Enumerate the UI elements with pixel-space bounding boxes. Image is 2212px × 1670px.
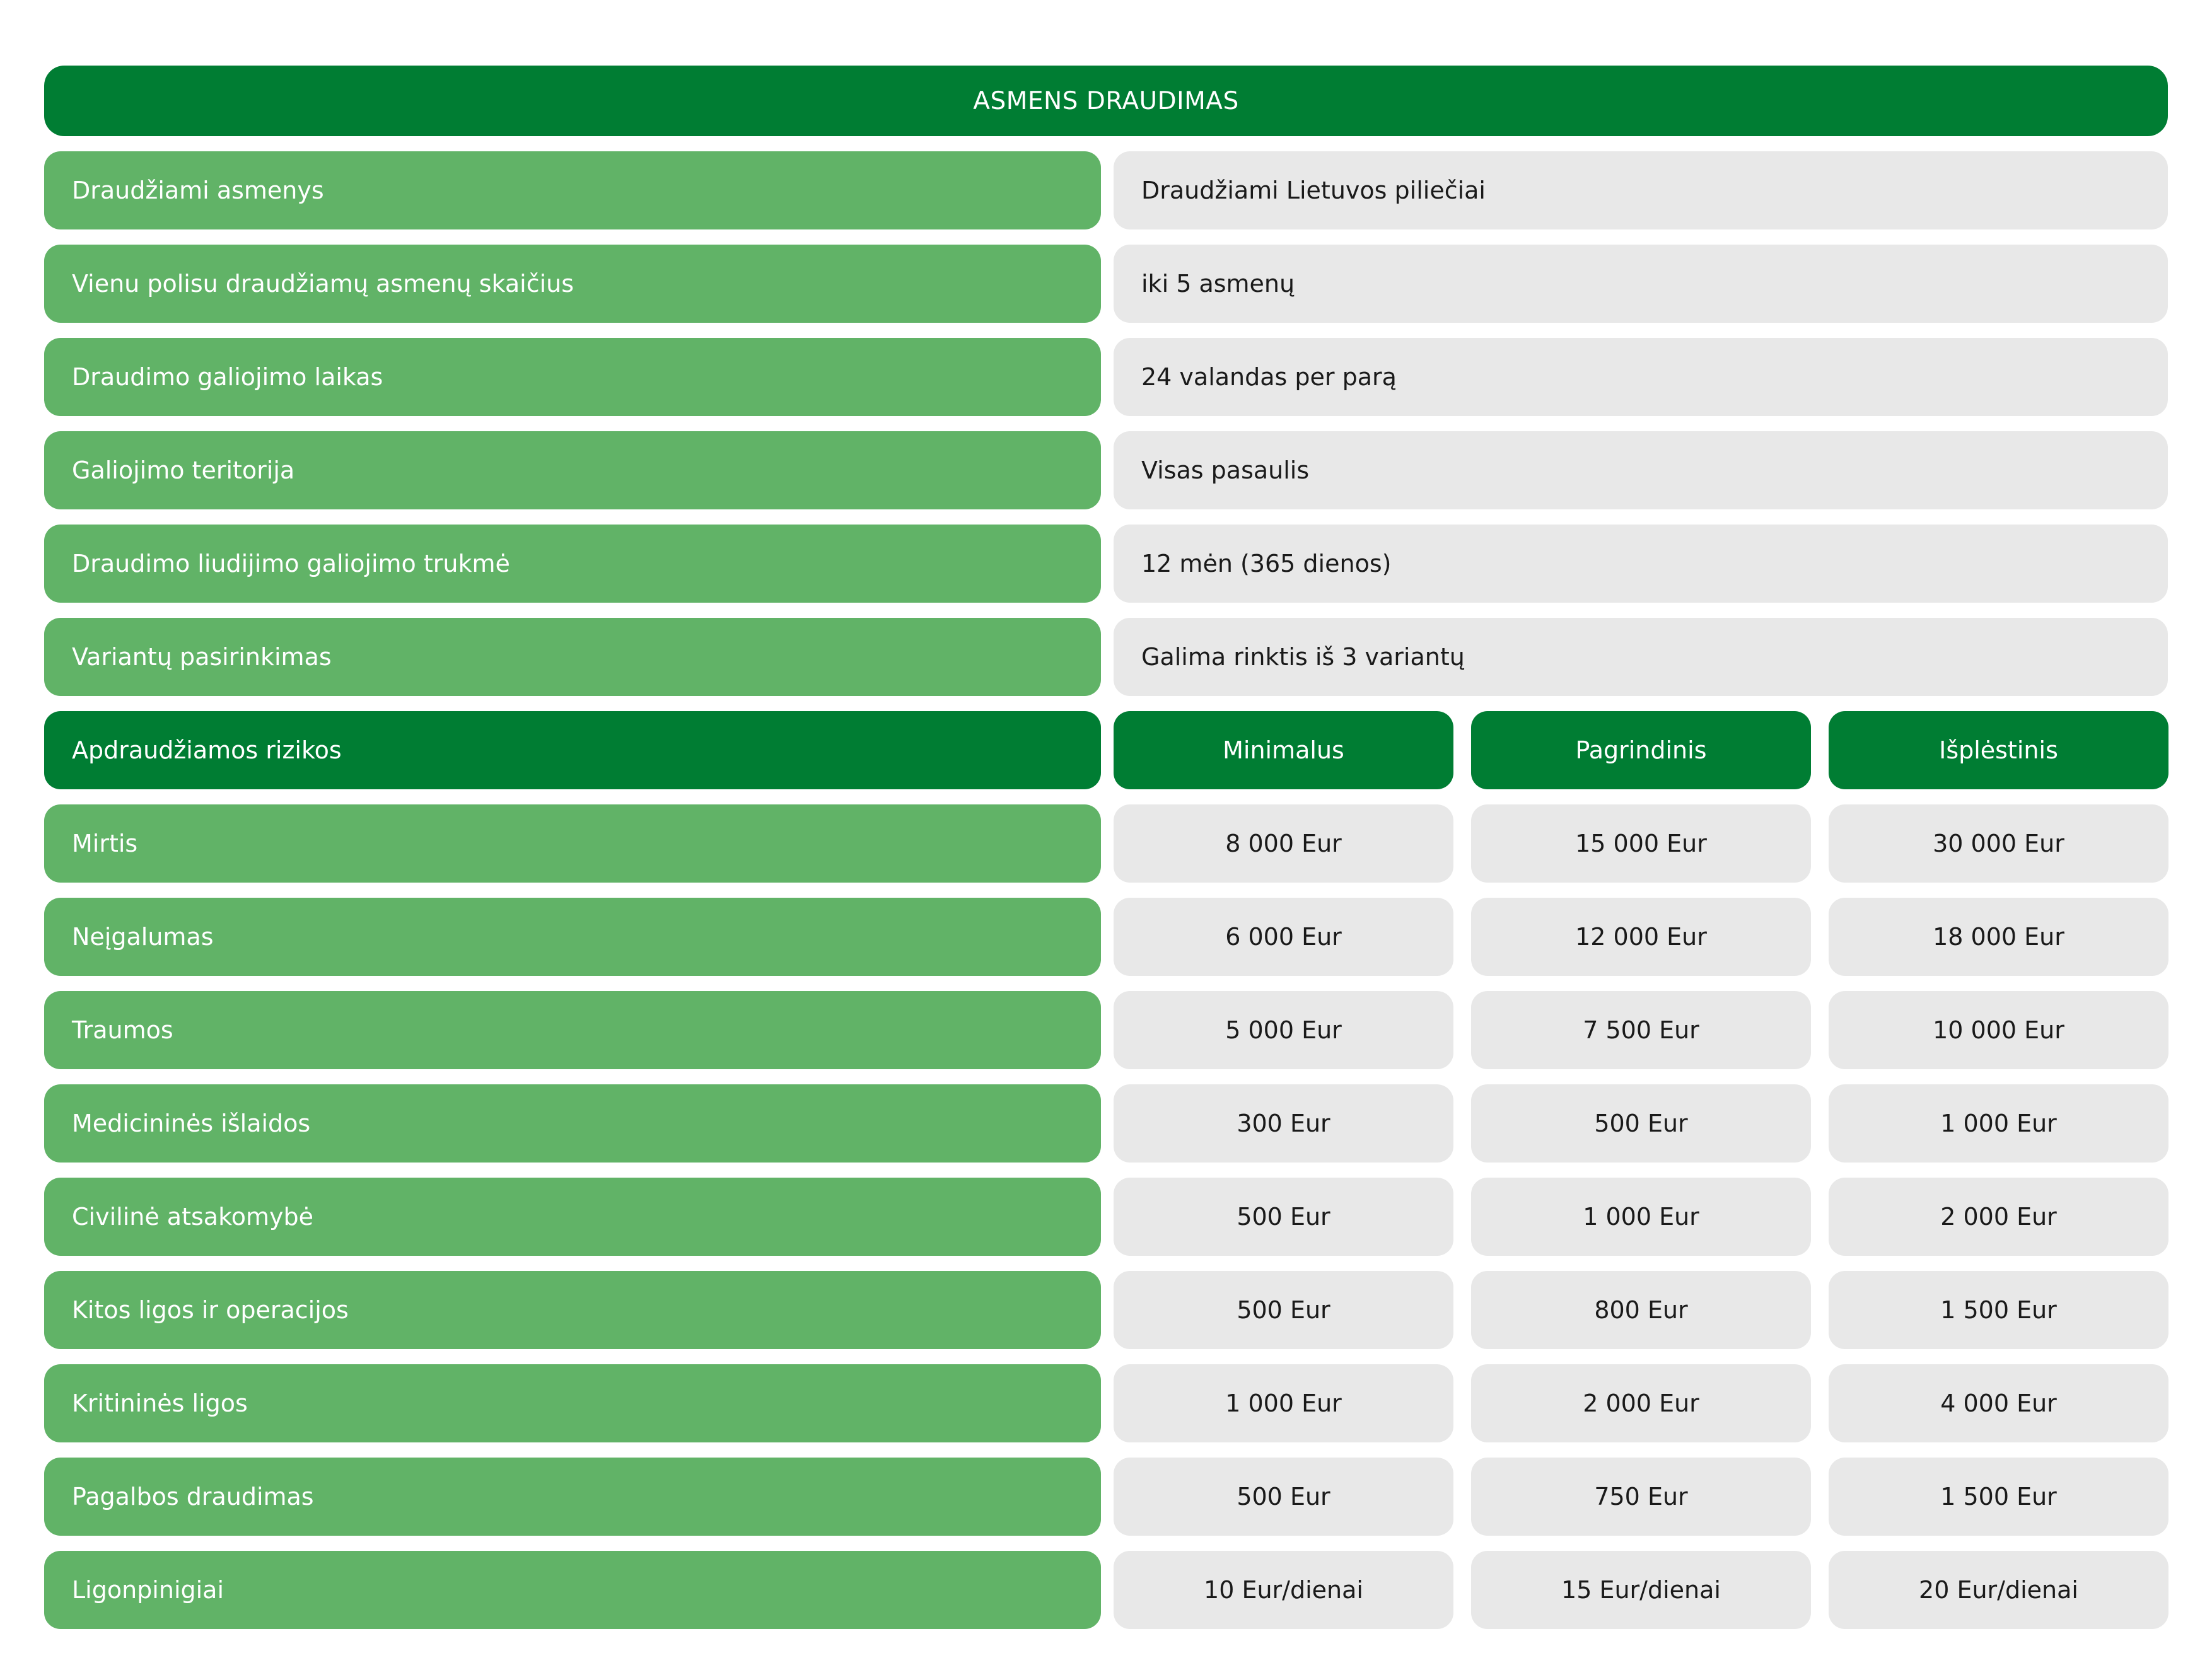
info-label: Vienu polisu draudžiamų asmenų skaičius bbox=[44, 245, 1101, 323]
info-row bbox=[44, 431, 2168, 509]
risk-row bbox=[44, 1551, 2168, 1629]
info-row bbox=[44, 245, 2168, 323]
risk-values bbox=[1114, 1271, 2168, 1349]
risk-value-cell: 2 000 Eur bbox=[1829, 1178, 2168, 1256]
risk-value-cell: 4 000 Eur bbox=[1829, 1364, 2168, 1442]
info-label: Variantų pasirinkimas bbox=[44, 618, 1101, 696]
risk-header-row bbox=[44, 711, 2168, 789]
risk-value-cell: 5 000 Eur bbox=[1114, 991, 1453, 1069]
risk-row bbox=[44, 804, 2168, 883]
risk-value-cell: 30 000 Eur bbox=[1829, 804, 2168, 883]
info-label: Draudimo galiojimo laikas bbox=[44, 338, 1101, 416]
risk-values bbox=[1114, 804, 2168, 883]
info-row bbox=[44, 151, 2168, 229]
risk-value-cell: 500 Eur bbox=[1114, 1178, 1453, 1256]
risk-value-cell: 20 Eur/dienai bbox=[1829, 1551, 2168, 1629]
risk-values bbox=[1114, 991, 2168, 1069]
info-label: Draudžiami asmenys bbox=[44, 151, 1101, 229]
risk-value-cell: 800 Eur bbox=[1471, 1271, 1811, 1349]
info-row bbox=[44, 618, 2168, 696]
risk-label: Neįgalumas bbox=[44, 898, 1101, 976]
risk-label: Pagalbos draudimas bbox=[44, 1458, 1101, 1536]
risk-value-cell: 1 500 Eur bbox=[1829, 1271, 2168, 1349]
risk-row bbox=[44, 1178, 2168, 1256]
risk-value-cell: 500 Eur bbox=[1471, 1084, 1811, 1163]
risk-label: Civilinė atsakomybė bbox=[44, 1178, 1101, 1256]
risk-label: Mirtis bbox=[44, 804, 1101, 883]
risk-row bbox=[44, 1084, 2168, 1163]
risk-label: Traumos bbox=[44, 991, 1101, 1069]
risk-value-cell: 18 000 Eur bbox=[1829, 898, 2168, 976]
risk-value-cell: 6 000 Eur bbox=[1114, 898, 1453, 976]
risk-row bbox=[44, 1271, 2168, 1349]
column-header-minimalus: Minimalus bbox=[1114, 711, 1453, 789]
column-header-pagrindinis: Pagrindinis bbox=[1471, 711, 1811, 789]
risk-value-cell: 1 500 Eur bbox=[1829, 1458, 2168, 1536]
insurance-table bbox=[44, 66, 2168, 1629]
risk-values bbox=[1114, 1364, 2168, 1442]
risk-row bbox=[44, 991, 2168, 1069]
risk-value-cell: 500 Eur bbox=[1114, 1458, 1453, 1536]
risk-value-cell: 15 000 Eur bbox=[1471, 804, 1811, 883]
risk-row bbox=[44, 1364, 2168, 1442]
risk-value-cell: 1 000 Eur bbox=[1829, 1084, 2168, 1163]
risk-values bbox=[1114, 1458, 2168, 1536]
risk-values bbox=[1114, 1084, 2168, 1163]
risk-value-cell: 7 500 Eur bbox=[1471, 991, 1811, 1069]
info-value: iki 5 asmenų bbox=[1114, 245, 2168, 323]
info-row bbox=[44, 525, 2168, 603]
risk-row bbox=[44, 898, 2168, 976]
risk-value-cell: 500 Eur bbox=[1114, 1271, 1453, 1349]
info-value: 24 valandas per parą bbox=[1114, 338, 2168, 416]
risk-label: Kitos ligos ir operacijos bbox=[44, 1271, 1101, 1349]
risk-label: Kritininės ligos bbox=[44, 1364, 1101, 1442]
risk-row bbox=[44, 1458, 2168, 1536]
info-value: 12 mėn (365 dienos) bbox=[1114, 525, 2168, 603]
info-value: Draudžiami Lietuvos piliečiai bbox=[1114, 151, 2168, 229]
risk-value-cell: 300 Eur bbox=[1114, 1084, 1453, 1163]
info-row bbox=[44, 338, 2168, 416]
table-title: ASMENS DRAUDIMAS bbox=[44, 66, 2168, 136]
risk-value-cell: 2 000 Eur bbox=[1471, 1364, 1811, 1442]
risk-value-cell: 10 Eur/dienai bbox=[1114, 1551, 1453, 1629]
risk-label: Ligonpinigiai bbox=[44, 1551, 1101, 1629]
risk-values bbox=[1114, 898, 2168, 976]
info-label: Galiojimo teritorija bbox=[44, 431, 1101, 509]
risk-values bbox=[1114, 1178, 2168, 1256]
risk-header-label: Apdraudžiamos rizikos bbox=[44, 711, 1101, 789]
risk-value-cell: 10 000 Eur bbox=[1829, 991, 2168, 1069]
column-header-isplestinis: Išplėstinis bbox=[1829, 711, 2168, 789]
risk-value-cell: 12 000 Eur bbox=[1471, 898, 1811, 976]
risk-label: Medicininės išlaidos bbox=[44, 1084, 1101, 1163]
info-value: Galima rinktis iš 3 variantų bbox=[1114, 618, 2168, 696]
risk-value-cell: 750 Eur bbox=[1471, 1458, 1811, 1536]
risk-header-cells bbox=[1114, 711, 2168, 789]
info-value: Visas pasaulis bbox=[1114, 431, 2168, 509]
risk-value-cell: 15 Eur/dienai bbox=[1471, 1551, 1811, 1629]
risk-value-cell: 8 000 Eur bbox=[1114, 804, 1453, 883]
risk-value-cell: 1 000 Eur bbox=[1114, 1364, 1453, 1442]
info-label: Draudimo liudijimo galiojimo trukmė bbox=[44, 525, 1101, 603]
risk-value-cell: 1 000 Eur bbox=[1471, 1178, 1811, 1256]
risk-values bbox=[1114, 1551, 2168, 1629]
